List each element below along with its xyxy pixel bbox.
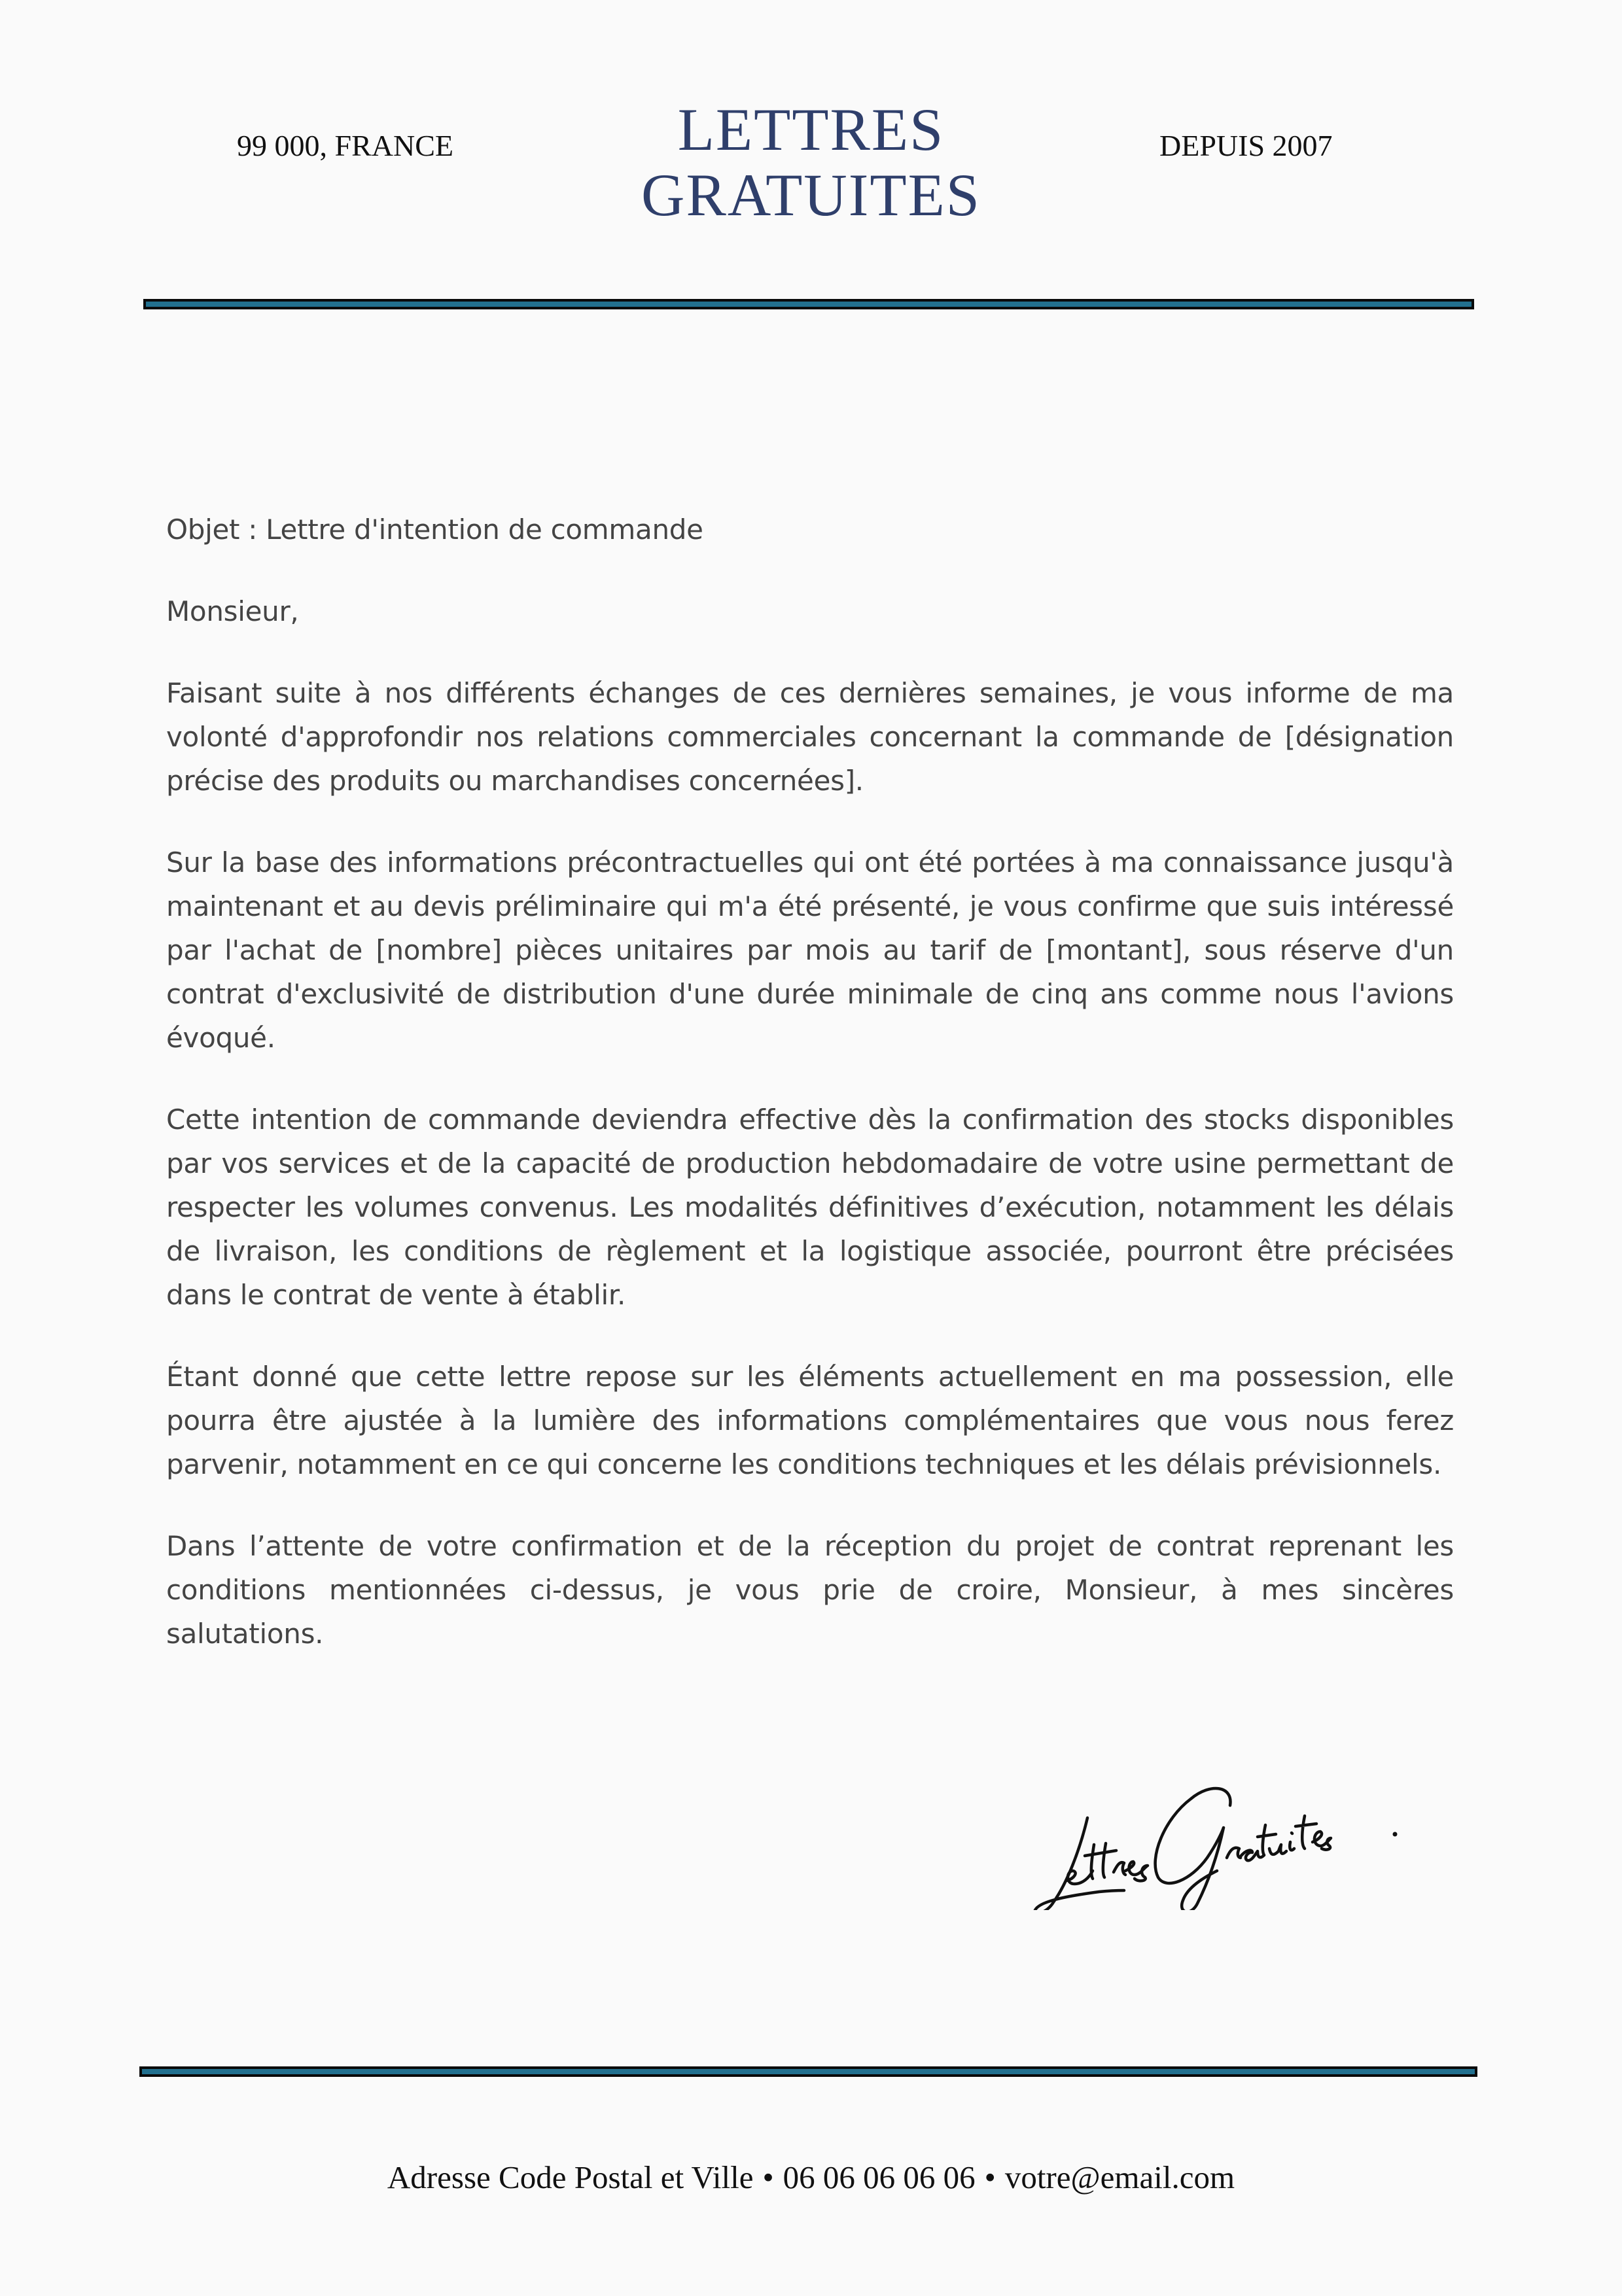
bullet-separator-icon: •: [984, 2159, 996, 2195]
title-line-2: GRATUITES: [641, 162, 981, 228]
signature-stroke-ratuites: [1227, 1816, 1331, 1860]
header-divider: [143, 299, 1474, 309]
letter-subject: Objet : Lettre d'intention de commande: [166, 513, 703, 546]
letterhead-title: [0, 97, 1622, 228]
letter-body: [166, 508, 1454, 1694]
letter-paragraph: Étant donné que cette lettre repose sur les éléments actuellement en ma possession, elle pourra être ajustée à la lumière des informations complémentaires que vous nous ferez parvenir, notamment en ce qui concerne les conditions techniques et les délais prévisionnels.: [166, 1361, 1454, 1480]
letter-paragraph: Faisant suite à nos différents échanges de ces dernières semaines, je vous informe de ma volonté d'approfondir nos relations commerciales concernant la commande de [désignation précise des produits ou marchandises concernées].: [166, 677, 1454, 797]
signature-period: [1393, 1832, 1398, 1837]
header-location: 99 000, FRANCE: [237, 129, 453, 162]
footer-contact: [0, 2159, 1622, 2196]
footer-divider: [139, 2066, 1477, 2077]
letter-paragraph: Dans l’attente de votre confirmation et de la réception du projet de contrat reprenant les conditions mentionnées ci-dessus, je vous prie de croire, Monsieur, à mes sincères salutations.: [166, 1530, 1454, 1650]
signature: [1001, 1753, 1407, 1910]
footer-email: votre@email.com: [1004, 2159, 1235, 2195]
footer-phone: 06 06 06 06 06: [783, 2159, 976, 2195]
footer-address: Adresse Code Postal et Ville: [387, 2159, 754, 2195]
title-line-1: LETTRES: [677, 96, 945, 163]
header-since: DEPUIS 2007: [1159, 129, 1333, 162]
signature-stroke-G: [1155, 1788, 1231, 1910]
bullet-separator-icon: •: [762, 2159, 774, 2195]
letter-paragraph: Cette intention de commande deviendra effective dès la confirmation des stocks disponibles par vos services et de la capacité de production hebdomadaire de votre usine permettant de respecter les volumes convenus. Les modalités définitives d’exécution, notamment les délais de livraison, les conditions de règlement et la logistique associée, pourront être précisées dans le contrat de vente à établir.: [166, 1104, 1454, 1311]
signature-stroke-L: [1035, 1818, 1124, 1910]
letter-paragraph: Sur la base des informations précontractuelles qui ont été portées à ma connaissance jusqu'à maintenant et au devis préliminaire qui m'a été présenté, je vous confirme que suis intéressé par l'achat de [nombre] pièces unitaires par mois au tarif de [montant], sous réserve d'un contrat d'exclusivité de distribution d'une durée minimale de cinq ans comme nous l'avions évoqué.: [166, 846, 1454, 1054]
letter-salutation: Monsieur,: [166, 595, 299, 627]
